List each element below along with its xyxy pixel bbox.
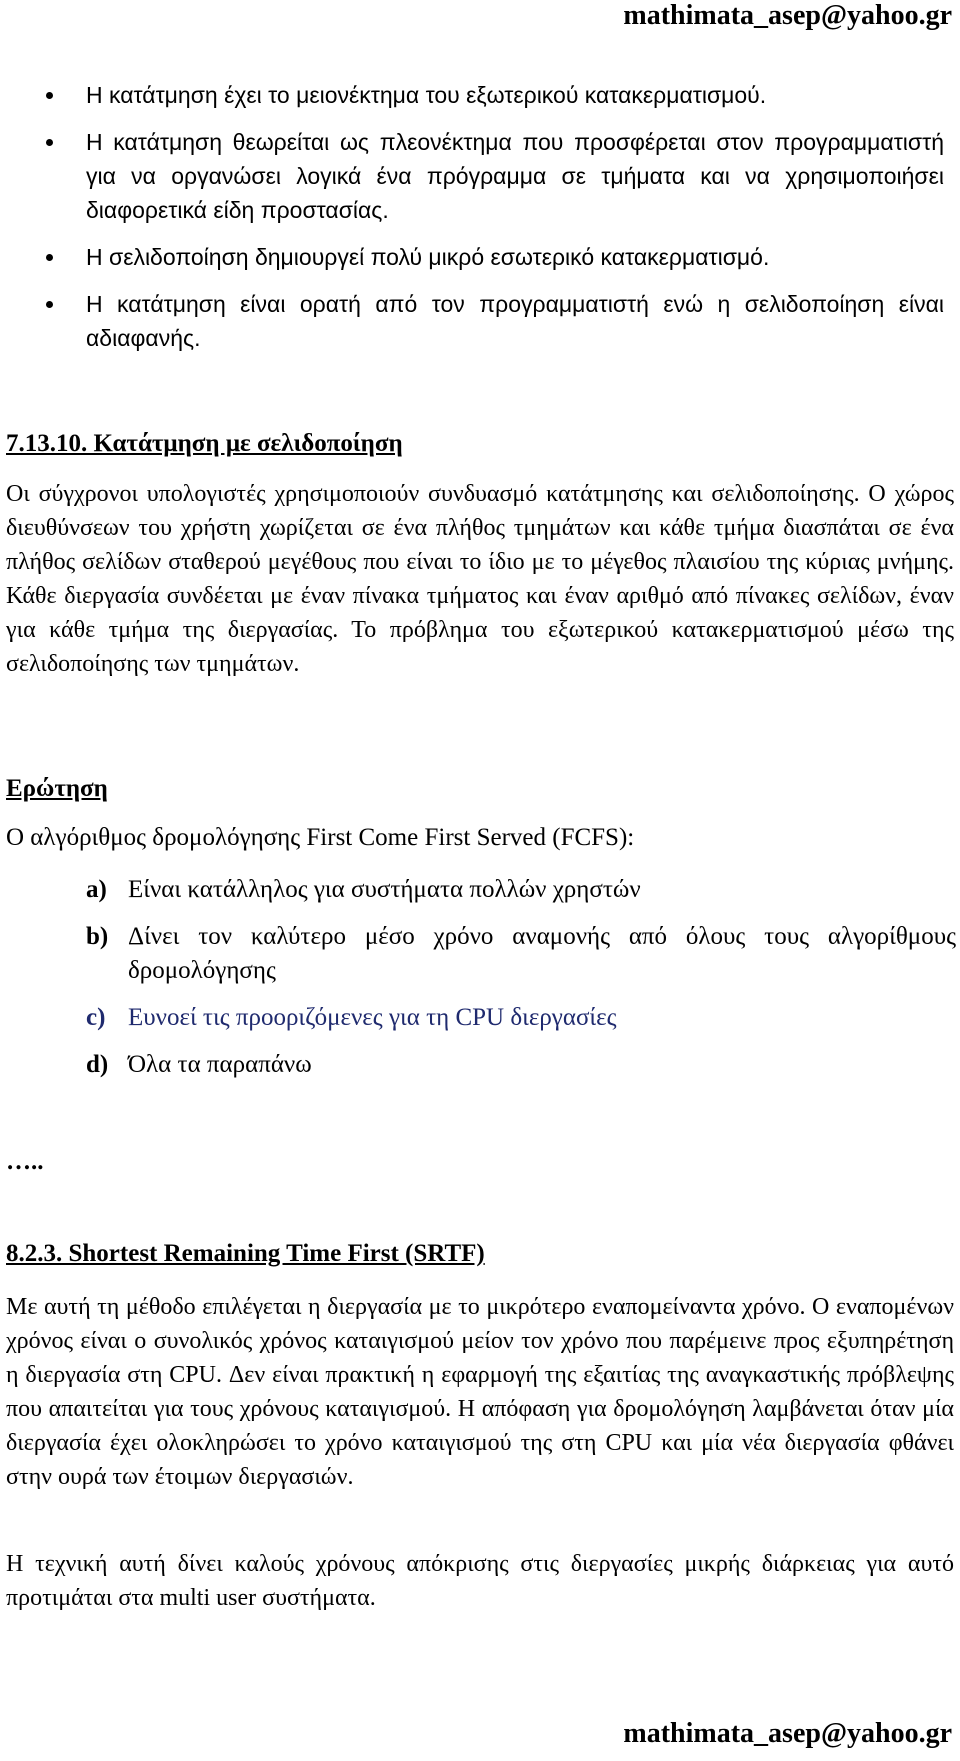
question-heading: Ερώτηση bbox=[6, 775, 108, 802]
section-paragraph-srtf-2: Η τεχνική αυτή δίνει καλούς χρόνους απόκρισης στις διεργασίες μικρής διάρκειας για αυτό προτιμάται στα multi user συστήματα. bbox=[6, 1551, 954, 1611]
answer-option-d bbox=[86, 1048, 956, 1082]
answer-options bbox=[86, 873, 956, 1095]
bullet-text: Η σελιδοποίηση δημιουργεί πολύ μικρό εσωτερικό κατακερματισμό. bbox=[86, 244, 770, 270]
bullet-list bbox=[0, 78, 960, 368]
header-email: mathimata_asep@yahoo.gr bbox=[623, 0, 952, 31]
bullet-item bbox=[0, 78, 960, 112]
option-text: Ευνοεί τις προοριζόμενες για τη CPU διεργασίες bbox=[128, 1004, 617, 1031]
answer-option-b bbox=[86, 920, 956, 988]
bullet-dot-icon bbox=[46, 254, 53, 261]
ellipsis-separator: ….. bbox=[6, 1148, 44, 1175]
bullet-text: Η κατάτμηση θεωρείται ως πλεονέκτημα που προσφέρεται στον προγραμματιστή για να οργανώσει λογικά ένα πρόγραμμα σε τμήματα και να χρησιμοποιήσει διαφορετικά είδη προστασίας. bbox=[86, 129, 944, 223]
footer-email: mathimata_asep@yahoo.gr bbox=[623, 1718, 952, 1749]
bullet-item bbox=[0, 240, 960, 274]
option-letter: c) bbox=[86, 1004, 106, 1031]
bullet-text: Η κατάτμηση έχει το μειονέκτημα του εξωτερικού κατακερματισμού. bbox=[86, 82, 767, 108]
option-text: Όλα τα παραπάνω bbox=[128, 1051, 312, 1078]
section-heading-srtf: 8.2.3. Shortest Remaining Time First (SRTF) bbox=[6, 1240, 485, 1267]
bullet-item bbox=[0, 287, 960, 355]
option-text: Δίνει τον καλύτερο μέσο χρόνο αναμονής από όλους τους αλγορίθμους δρομολόγησης bbox=[128, 923, 956, 984]
answer-option-c bbox=[86, 1001, 956, 1035]
answer-option-a bbox=[86, 873, 956, 907]
bullet-dot-icon bbox=[46, 139, 53, 146]
section-paragraph-segmentation-paging: Οι σύγχρονοι υπολογιστές χρησιμοποιούν συνδυασμό κατάτμησης και σελιδοποίησης. Ο χώρος διευθύνσεων του χρήστη χωρίζεται σε ένα πλήθος τμημάτων και κάθε τμήμα διασπάται σε ένα πλήθος σελίδων σταθερού μεγέθους που είναι το ίδιο με το μέγεθος πλαισίου της κύριας μνήμης. Κάθε διεργασία συνδέεται με έναν πίνακα τμήματος και έναν αριθμό από πίνακες σελίδων, έναν για κάθε τμήμα της διεργασίας. Το πρόβλημα του εξωτερικού κατακερματισμού μέσω της σελιδοποίησης των τμημάτων. bbox=[6, 481, 954, 677]
option-letter: d) bbox=[86, 1051, 109, 1078]
option-letter: a) bbox=[86, 876, 107, 903]
section-paragraph-srtf-1: Με αυτή τη μέθοδο επιλέγεται η διεργασία με το μικρότερο εναπομείναντα χρόνο. Ο εναπομένων χρόνος είναι ο συνολικός χρόνος καταιγισμού μείον τον χρόνο που παρέμεινε προς εξυπηρέτηση η διεργασία στη CPU. Δεν είναι πρακτική η εφαρμογή της εξαιτίας της αναγκαστικής πρόβλεψης που απαιτείται για τους χρόνους καταιγισμού. Η απόφαση για δρομολόγηση λαμβάνεται όταν μία διεργασία έχει ολοκληρώσει το χρόνο καταιγισμού της στη CPU και μία νέα διεργασία φθάνει στην ουρά των έτοιμων διεργασιών. bbox=[6, 1294, 954, 1490]
option-letter: b) bbox=[86, 923, 109, 950]
section-heading-segmentation-paging: 7.13.10. Κατάτμηση με σελιδοποίηση bbox=[6, 430, 403, 457]
question-stem: Ο αλγόριθμος δρομολόγησης First Come First Served (FCFS): bbox=[6, 824, 635, 851]
bullet-text: Η κατάτμηση είναι ορατή από τον προγραμματιστή ενώ η σελιδοποίηση είναι αδιαφανής. bbox=[86, 291, 944, 351]
bullet-dot-icon bbox=[46, 301, 53, 308]
bullet-dot-icon bbox=[46, 92, 53, 99]
bullet-item bbox=[0, 125, 960, 227]
option-text: Είναι κατάλληλος για συστήματα πολλών χρηστών bbox=[128, 876, 641, 903]
